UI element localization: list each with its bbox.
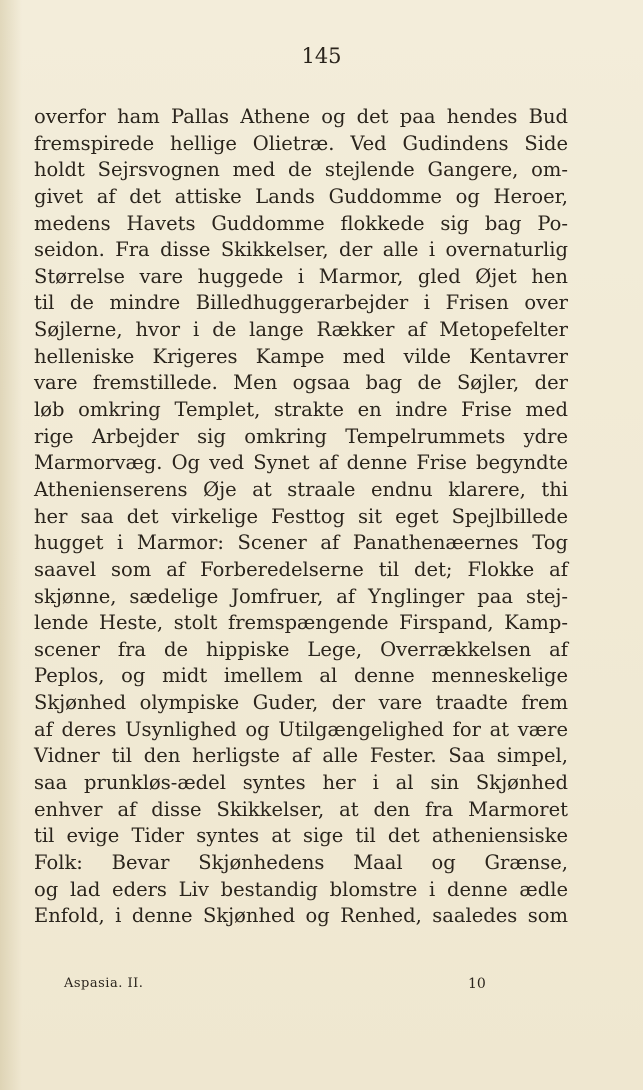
text-line: lende Heste, stolt fremspængende Firspand, Kamp- [34,611,568,635]
text-line: holdt Sejrsvognen med de stejlende Gangere, om- [34,158,568,182]
text-line: saa prunkløs-ædel syntes her i al sin Skjønhed [34,771,568,795]
text-line: saavel som af Forberedelserne til det; Flokke af [34,557,568,581]
text-line: Skjønhed olympiske Guder, der vare traadte frem [34,691,568,715]
text-line: Vidner til den herligste af alle Fester. Saa simpel, [34,744,568,768]
text-line: Størrelse vare huggede i Marmor, gled Øjet hen [34,264,568,288]
text-line: scener fra de hippiske Lege, Overrækkelsen af [34,637,568,661]
text-line: fremspirede hellige Olietræ. Ved Gudindens Side [34,131,568,155]
text-line: Søjlerne, hvor i de lange Rækker af Metopefelter [34,318,568,342]
text-line: og lad eders Liv bestandig blomstre i denne ædle [34,877,568,901]
text-line: medens Havets Guddomme flokkede sig bag Po- [34,211,568,235]
text-line: vare fremstillede. Men ogsaa bag de Søjler, der [34,371,568,395]
text-line: hugget i Marmor: Scener af Panathenæernes Tog [34,531,568,555]
text-line: Athenienserens Øje at straale endnu klarere, thi [34,477,568,501]
page-number: 145 [301,44,342,68]
text-line: seidon. Fra disse Skikkelser, der alle i overnaturlig [34,238,568,262]
text-line: her saa det virkelige Festtog sit eget Spejlbillede [34,504,568,528]
signature-mark: Aspasia. II. [64,976,144,991]
text-line: enhver af disse Skikkelser, at den fra Marmoret [34,797,568,821]
text-line: Enfold, i denne Skjønhed og Renhed, saaledes som [34,904,568,928]
text-line: overfor ham Pallas Athene og det paa hendes Bud [34,105,568,128]
text-line: til de mindre Billedhuggerarbejder i Frisen over [34,291,568,315]
text-line: Folk: Bevar Skjønhedens Maal og Grænse, [34,850,568,874]
text-line: til evige Tider syntes at sige til det atheniensiske [34,824,568,848]
sheet-number: 10 [468,976,486,992]
text-line: løb omkring Templet, strakte en indre Frise med [34,398,568,422]
text-line: Peplos, og midt imellem al denne menneskelige [34,664,568,688]
text-line: af deres Usynlighed og Utilgængelighed for at være [34,717,568,741]
text-line: givet af det attiske Lands Guddomme og Heroer, [34,184,568,208]
page-footer [64,976,544,996]
text-line: rige Arbejder sig omkring Tempelrummets ydre [34,424,568,448]
text-line: helleniske Krigeres Kampe med vilde Kentavrer [34,344,568,368]
text-line: skjønne, sædelige Jomfruer, af Ynglinger paa stej- [34,584,568,608]
text-line: Marmorvæg. Og ved Synet af denne Frise begyndte [34,451,568,475]
body-text [34,104,568,930]
